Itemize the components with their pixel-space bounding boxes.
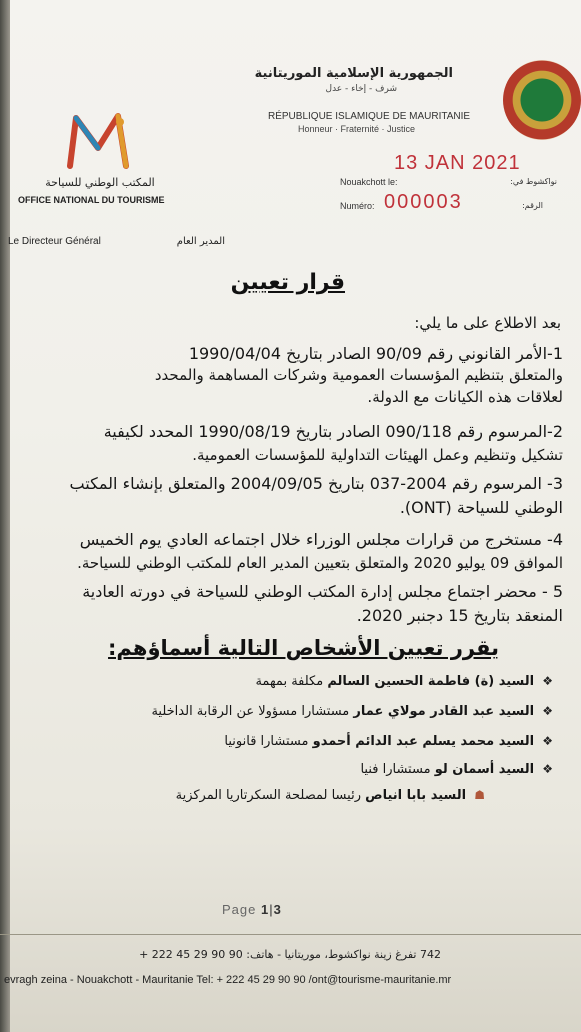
appointment-role: رئيسا لمصلحة السكرتاريا المركزية	[175, 788, 361, 803]
item-3-line-1: 3- المرسوم رقم 2004-037 بتاريخ 2004/09/05 والمتعلق بإنشاء المكتب	[69, 474, 563, 493]
number-label-ar: الرقم:	[522, 201, 543, 210]
item-2-line-2: تشكيل وتنظيم وعمل الهيئات التداولية للمؤسسات العمومية.	[192, 446, 563, 464]
appointment-name: السيد أسمان لو	[434, 762, 535, 777]
item-3-line-2: الوطني للسياحة (ONT).	[399, 498, 563, 517]
page-current: 1	[261, 902, 270, 917]
appointment-name: السيد عبد القادر مولاي عمار	[353, 704, 535, 719]
page-total: 3	[273, 902, 282, 917]
republic-motto-ar: شرف - إخاء - عدل	[325, 84, 397, 94]
appointment-role: مستشارا قانونيا	[224, 734, 309, 749]
office-name-ar: المكتب الوطني للسياحة	[45, 176, 155, 189]
appointment-5	[176, 788, 485, 803]
appointment-3	[224, 734, 553, 749]
appointment-1	[255, 674, 553, 689]
national-seal-icon	[503, 60, 581, 140]
bullet-icon: ❖	[542, 674, 553, 688]
bullet-icon: ❖	[542, 704, 553, 718]
footer-address-fr: evragh zeina - Nouakchott - Mauritanie Tel: + 222 45 29 90 90 /ont@tourisme-mauritanie.mr	[4, 974, 452, 986]
page-indicator	[222, 902, 282, 917]
appointment-role: مستشارا فنيا	[360, 762, 431, 777]
item-5-line-2: المنعقد بتاريخ 15 دجنبر 2020.	[356, 606, 563, 625]
item-1-line-2: والمتعلق بتنظيم المؤسسات العمومية وشركات المساهمة والمحدد	[154, 366, 563, 384]
page-separator: |	[269, 902, 274, 917]
item-5-line-1: 5 - محضر اجتماع مجلس إدارة المكتب الوطني للسياحة في دورته العادية	[82, 582, 563, 601]
place-label-ar: نواكشوط في:	[510, 177, 557, 186]
appointment-name: السيد (ة) فاطمة الحسين السالم	[327, 674, 535, 689]
item-4-line-1: 4- مستخرج من قرارات مجلس الوزراء خلال اجتماعه العادي يوم الخميس	[79, 530, 563, 549]
bullet-icon: ❖	[542, 734, 553, 748]
item-1-line-1: 1-الأمر القانوني رقم 90/09 الصادر بتاريخ 1990/04/04	[188, 344, 563, 363]
footer-divider	[0, 934, 581, 935]
document-number: 000003	[384, 191, 463, 213]
appointment-role: مكلفة بمهمة	[255, 674, 324, 689]
page-label: Page	[222, 902, 257, 917]
director-label-fr: Le Directeur Général	[8, 236, 101, 247]
appointment-role: مستشارا مسؤولا عن الرقابة الداخلية	[151, 704, 350, 719]
document-date: 13 JAN 2021	[394, 152, 521, 174]
place-label-fr: Nouakchott le:	[340, 177, 398, 187]
appointment-name: السيد محمد يسلم عبد الدائم أحمدو	[312, 734, 535, 749]
bullet-icon: ❖	[542, 762, 553, 776]
number-label-fr: Numéro:	[340, 201, 375, 211]
office-name-fr: OFFICE NATIONAL DU TOURISME	[18, 195, 165, 205]
item-1-line-3: لعلاقات هذه الكيانات مع الدولة.	[367, 388, 563, 406]
item-2-line-1: 2-المرسوم رقم 090/118 الصادر بتاريخ 1990/08/19 المحدد لكيفية	[103, 422, 563, 441]
appointment-2	[151, 704, 553, 719]
appointment-4	[360, 762, 553, 777]
appointment-name: السيد بابا انياص	[365, 788, 467, 803]
item-4-line-2: الموافق 09 يوليو 2020 والمتعلق بتعيين المدير العام للمكتب الوطني للسياحة.	[77, 554, 563, 572]
director-label-ar: المدير العام	[176, 236, 225, 247]
arrow-bullet-icon: ☗	[474, 788, 485, 802]
republic-title-fr: RÉPUBLIQUE ISLAMIQUE DE MAURITANIE	[268, 111, 471, 122]
decision-heading: يقرر تعيين الأشخاص التالية أسماؤهم:	[108, 636, 499, 660]
document-title: قرار تعيين	[230, 270, 345, 295]
footer-address-ar: 742 تفرغ زينة نواكشوط، موريتانيا - هاتف: 90 90 29 45 222 +	[139, 948, 441, 961]
republic-title-ar: الجمهورية الإسلامية الموريتانية	[254, 66, 453, 81]
tourism-logo-icon	[60, 108, 138, 172]
intro-line: بعد الاطلاع على ما يلي:	[414, 314, 561, 332]
binding-edge	[0, 0, 10, 1032]
republic-motto-fr: Honneur · Fraternité · Justice	[298, 124, 416, 134]
